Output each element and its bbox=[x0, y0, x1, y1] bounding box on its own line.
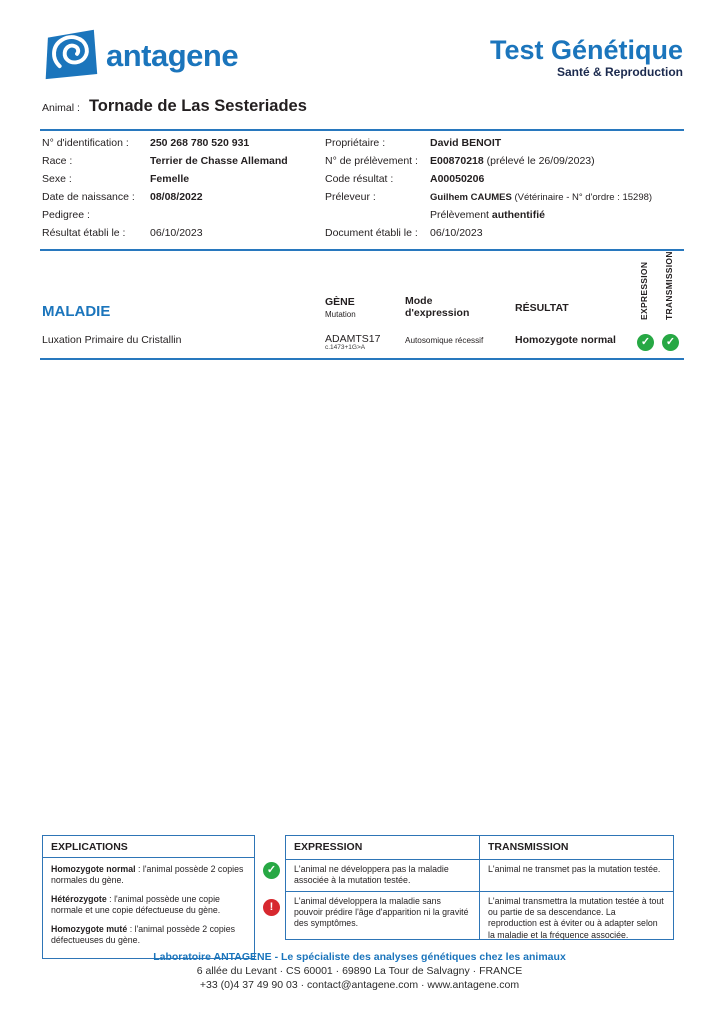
explication-term: Hétérozygote bbox=[51, 893, 107, 904]
explication-text: : l'animal possède 2 copies normales du gène. bbox=[51, 864, 244, 886]
transmission-status-cell bbox=[658, 334, 683, 351]
explication-term: Homozygote muté bbox=[51, 923, 128, 934]
info-label: Document établi le : bbox=[325, 227, 418, 239]
explication-item bbox=[51, 924, 246, 947]
explication-text: : l'animal possède une copie normale et une copie défectueuse du gène. bbox=[51, 893, 221, 916]
info-row bbox=[42, 209, 322, 227]
column-header-gene bbox=[325, 296, 405, 320]
info-value-part: 06/10/2023 bbox=[430, 227, 483, 239]
explications-box bbox=[42, 835, 255, 959]
results-table-header bbox=[42, 252, 633, 320]
info-row bbox=[325, 227, 685, 245]
result-row bbox=[42, 334, 683, 352]
info-value bbox=[430, 137, 685, 149]
info-row bbox=[325, 209, 685, 227]
footer-lab-line: Laboratoire ANTAGENE - Le spécialiste des analyses génétiques chez les animaux bbox=[153, 951, 566, 963]
info-row bbox=[42, 137, 322, 155]
animal-name: Tornade de Las Sesteriades bbox=[88, 97, 307, 115]
column-header-mode bbox=[405, 295, 515, 320]
info-row bbox=[42, 173, 322, 191]
info-value bbox=[150, 191, 322, 203]
info-row bbox=[325, 155, 685, 173]
info-value-part: (prélevé le 26/09/2023) bbox=[486, 155, 595, 167]
column-header-maladie: MALADIE bbox=[42, 303, 111, 320]
info-column-right bbox=[325, 137, 685, 245]
info-row bbox=[42, 155, 322, 173]
info-value bbox=[430, 173, 685, 185]
info-value-part: A00050206 bbox=[430, 173, 485, 185]
legend-section bbox=[42, 835, 683, 945]
gene-name: ADAMTS17 bbox=[325, 333, 381, 345]
explication-term: Homozygote normal bbox=[51, 864, 136, 874]
transmission-column-title: TRANSMISSION bbox=[480, 836, 673, 860]
info-label: N° de prélèvement : bbox=[325, 155, 418, 167]
info-value-part: Terrier de Chasse Allemand bbox=[150, 155, 288, 167]
expression-column-title: EXPRESSION bbox=[286, 836, 480, 860]
column-header-transmission: TRANSMISSION bbox=[664, 251, 674, 320]
column-header-mode-line1: Mode bbox=[405, 294, 433, 307]
footer-address-line: 6 allée du Levant · CS 60001 · 69890 La Tour de Salvagny · FRANCE bbox=[196, 965, 523, 977]
info-value-part: 06/10/2023 bbox=[150, 227, 203, 239]
info-label: Pedigree : bbox=[42, 209, 90, 221]
info-row bbox=[325, 191, 685, 209]
explication-item bbox=[51, 894, 246, 917]
check-circle-icon: ✓ bbox=[263, 862, 280, 879]
animal-line bbox=[42, 97, 307, 116]
animal-label: Animal : bbox=[42, 102, 80, 114]
info-label: Code résultat : bbox=[325, 173, 394, 185]
info-label: Sexe : bbox=[42, 173, 72, 185]
info-value-part: Guilhem CAUMES bbox=[430, 192, 512, 203]
info-label: N° d'identification : bbox=[42, 137, 129, 149]
info-value bbox=[150, 137, 322, 149]
info-value bbox=[430, 192, 685, 203]
info-label: Propriétaire : bbox=[325, 137, 386, 149]
document-subtitle: Santé & Reproduction bbox=[556, 65, 683, 80]
explications-title: EXPLICATIONS bbox=[43, 836, 254, 858]
info-value-part: 250 268 780 520 931 bbox=[150, 137, 250, 149]
document-title-block bbox=[490, 36, 683, 79]
info-row bbox=[325, 173, 685, 191]
info-label: Résultat établi le : bbox=[42, 227, 126, 239]
explications-body bbox=[43, 858, 254, 958]
check-circle-icon: ✓ bbox=[662, 334, 679, 351]
column-header-gene-title: GÈNE bbox=[325, 296, 355, 309]
info-value-part: Prélèvement bbox=[430, 209, 489, 221]
column-header-mode-line2: d'expression bbox=[405, 307, 470, 320]
info-value-part: (Vétérinaire - N° d'ordre : 15298) bbox=[514, 192, 653, 203]
info-row bbox=[42, 227, 322, 245]
info-value bbox=[150, 155, 322, 167]
mode-expression: Autosomique récessif bbox=[405, 336, 484, 345]
info-value bbox=[150, 173, 322, 185]
info-column-left bbox=[42, 137, 322, 245]
divider bbox=[40, 249, 684, 251]
info-value bbox=[430, 209, 685, 221]
explication-item bbox=[51, 864, 246, 887]
document-title: Test Génétique bbox=[489, 35, 683, 65]
info-row bbox=[42, 191, 322, 209]
info-label: Date de naissance : bbox=[42, 191, 135, 203]
info-value-part: E00870218 bbox=[430, 155, 484, 167]
info-value-part: Femelle bbox=[150, 173, 190, 185]
info-value-part: 08/08/2022 bbox=[150, 191, 203, 203]
gene-cell bbox=[325, 334, 405, 352]
result-value: Homozygote normal bbox=[515, 334, 616, 346]
column-header-gene-sub: Mutation bbox=[325, 309, 356, 319]
info-value bbox=[430, 155, 685, 167]
footer bbox=[0, 950, 719, 992]
info-value-part: David BENOIT bbox=[430, 137, 502, 149]
disease-name: Luxation Primaire du Cristallin bbox=[42, 334, 182, 346]
footer-contact-line: +33 (0)4 37 49 90 03 · contact@antagene.com · www.antagene.com bbox=[199, 979, 520, 991]
column-header-expression: EXPRESSION bbox=[639, 261, 649, 320]
transmission-positive-text: L'animal ne transmet pas la mutation testée. bbox=[480, 860, 673, 892]
info-value bbox=[430, 227, 685, 239]
expression-negative-text: L'animal développera la maladie sans pouvoir prédire l'âge d'apparition ni la gravité des symptômes. bbox=[286, 892, 480, 939]
divider bbox=[40, 129, 684, 131]
column-header-resultat: RÉSULTAT bbox=[515, 302, 569, 315]
antagene-logo-icon bbox=[44, 27, 100, 83]
explication-text: : l'animal possède 2 copies défectueuses du gène. bbox=[51, 923, 236, 946]
gene-mutation: c.1473+1G>A bbox=[325, 344, 366, 352]
transmission-negative-text: L'animal transmettra la mutation testée à tout ou partie de sa descendance. La reproduction est à éviter ou à adapter selon la maladie et la fréquence associée. bbox=[488, 895, 664, 940]
divider bbox=[40, 358, 684, 360]
expression-positive-text: L'animal ne développera pas la maladie associée à la mutation testée. bbox=[286, 860, 480, 892]
info-row bbox=[325, 137, 685, 155]
info-value bbox=[150, 227, 322, 239]
expression-transmission-table bbox=[285, 835, 674, 940]
info-label: Race : bbox=[42, 155, 73, 167]
brand-wordmark: antagene bbox=[106, 38, 239, 73]
expression-status-cell bbox=[633, 334, 658, 351]
check-circle-icon: ✓ bbox=[637, 334, 654, 351]
alert-circle-icon: ! bbox=[263, 899, 280, 916]
info-value-part: authentifié bbox=[491, 209, 545, 221]
info-label: Préleveur : bbox=[325, 191, 376, 203]
